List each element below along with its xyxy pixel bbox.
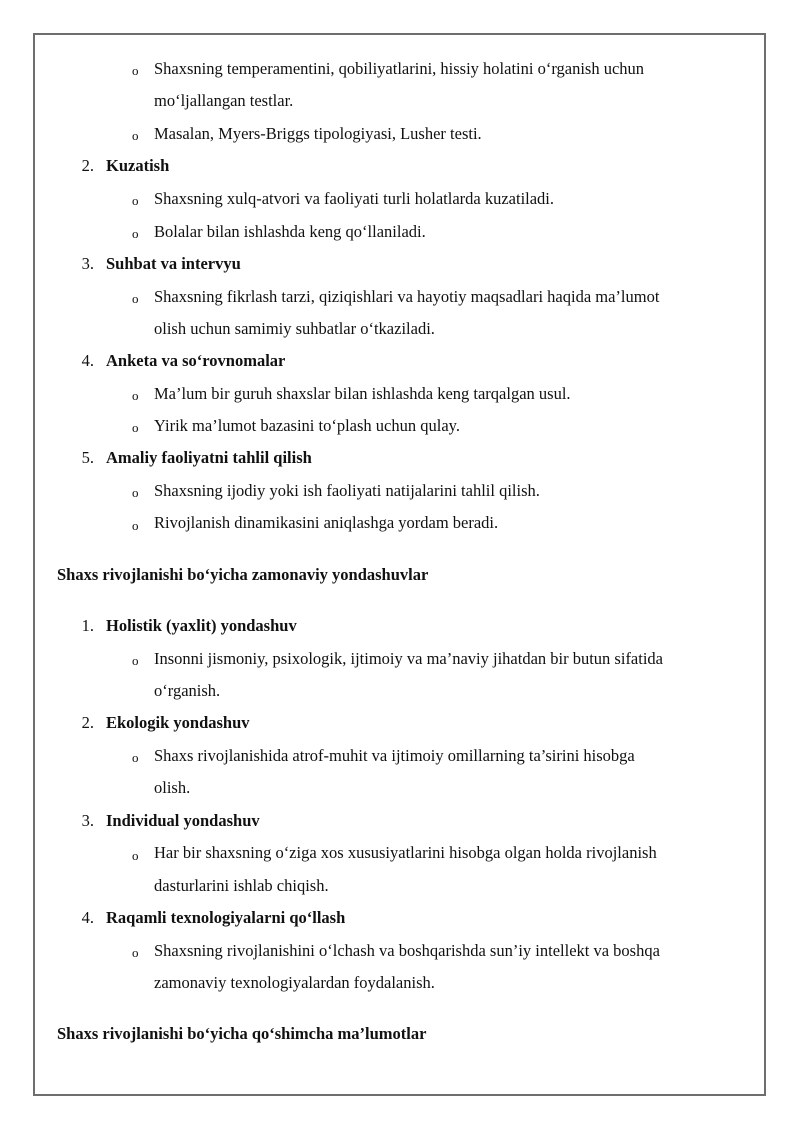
bullet-text: Shaxsning fikrlash tarzi, qiziqishlari va hayotiy maqsadlari haqida ma’lumot	[154, 287, 660, 306]
bullet-marker: o	[132, 945, 139, 960]
bullet-marker: o	[132, 193, 139, 208]
list-item-title: Suhbat va intervyu	[106, 254, 241, 273]
list-number: 2.	[81, 713, 94, 732]
bullet-marker: o	[132, 63, 139, 78]
bullet-text: Yirik ma’lumot bazasini to‘plash uchun qulay.	[154, 416, 460, 435]
list-number: 5.	[81, 448, 94, 467]
list-item-title: Kuzatish	[106, 156, 170, 175]
bullet-text: Shaxsning ijodiy yoki ish faoliyati natijalarini tahlil qilish.	[154, 481, 540, 500]
list-item-title: Ekologik yondashuv	[106, 713, 250, 732]
bullet-text: Shaxsning temperamentini, qobiliyatlarini, hissiy holatini o‘rganish uchun	[154, 59, 645, 78]
bullet-text: Shaxs rivojlanishida atrof-muhit va ijtimoiy omillarning ta’sirini hisobga	[154, 746, 635, 765]
bullet-marker: o	[132, 518, 139, 533]
list-item-title: Raqamli texnologiyalarni qo‘llash	[106, 908, 346, 927]
list-item-title: Individual yondashuv	[106, 811, 260, 830]
list-number: 1.	[81, 616, 94, 635]
bullet-text: dasturlarini ishlab chiqish.	[154, 876, 329, 895]
bullet-text: zamonaviy texnologiyalardan foydalanish.	[154, 973, 435, 992]
bullet-text: Har bir shaxsning o‘ziga xos xususiyatlarini hisobga olgan holda rivojlanish	[154, 843, 657, 862]
bullet-text: Masalan, Myers-Briggs tipologiyasi, Lusher testi.	[154, 124, 482, 143]
list-number: 4.	[81, 351, 94, 370]
bullet-text: o‘rganish.	[154, 681, 221, 700]
bullet-text: mo‘ljallangan testlar.	[154, 91, 294, 110]
bullet-text: olish.	[154, 778, 191, 797]
bullet-text: olish uchun samimiy suhbatlar o‘tkaziladi.	[154, 319, 435, 338]
bullet-marker: o	[132, 226, 139, 241]
section-heading: Shaxs rivojlanishi bo‘yicha qo‘shimcha ma’lumotlar	[57, 1024, 427, 1043]
list-item-title: Anketa va so‘rovnomalar	[106, 351, 286, 370]
bullet-text: Shaxsning xulq-atvori va faoliyati turli holatlarda kuzatiladi.	[154, 189, 555, 208]
bullet-marker: o	[132, 291, 139, 306]
bullet-marker: o	[132, 653, 139, 668]
list-number: 3.	[81, 811, 94, 830]
bullet-marker: o	[132, 388, 139, 403]
list-number: 4.	[81, 908, 94, 927]
list-number: 3.	[81, 254, 94, 273]
list-item-title: Amaliy faoliyatni tahlil qilish	[106, 448, 312, 467]
bullet-marker: o	[132, 848, 139, 863]
bullet-marker: o	[132, 128, 139, 143]
bullet-marker: o	[132, 420, 139, 435]
bullet-text: Insonni jismoniy, psixologik, ijtimoiy va ma’naviy jihatdan bir butun sifatida	[154, 649, 664, 668]
bullet-text: Ma’lum bir guruh shaxslar bilan ishlashda keng tarqalgan usul.	[154, 384, 571, 403]
bullet-marker: o	[132, 485, 139, 500]
bullet-marker: o	[132, 750, 139, 765]
bullet-text: Shaxsning rivojlanishini o‘lchash va boshqarishda sun’iy intellekt va boshqa	[154, 941, 660, 960]
section-heading: Shaxs rivojlanishi bo‘yicha zamonaviy yondashuvlar	[57, 565, 429, 584]
list-number: 2.	[81, 156, 94, 175]
bullet-text: Bolalar bilan ishlashda keng qo‘llaniladi.	[154, 222, 426, 241]
bullet-text: Rivojlanish dinamikasini aniqlashga yordam beradi.	[154, 513, 499, 532]
list-item-title: Holistik (yaxlit) yondashuv	[106, 616, 297, 635]
